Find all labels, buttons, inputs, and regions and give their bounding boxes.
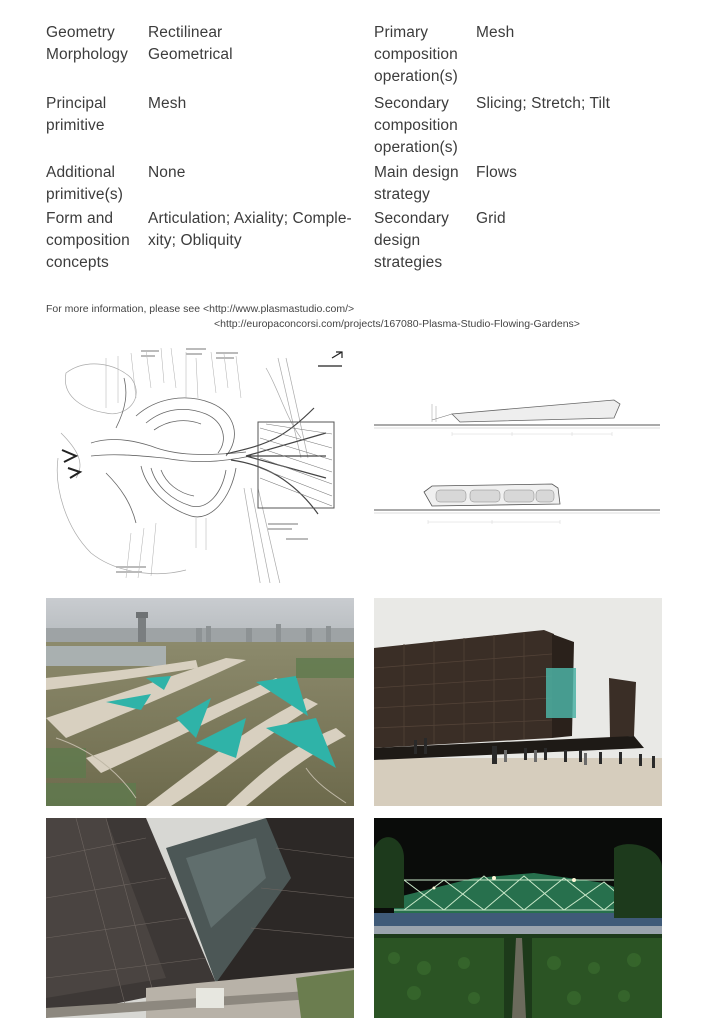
label-secondary-design-strategies: Secondary design strategies [374,210,450,271]
label-primary-composition: Primary composition operation(s) [374,24,458,85]
value-secondary-composition: Slicing; Stretch; Tilt [476,95,610,112]
value-primary-composition: Mesh [476,24,515,41]
more-info [46,302,580,332]
label-secondary-composition: Secondary composition operation(s) [374,95,458,156]
site-plan-drawing [46,338,346,583]
elevation-drawings [372,392,662,547]
label-form-composition-concepts: Form and composition concepts [46,210,130,271]
value-secondary-design-strategies: Grid [476,210,506,227]
info-prefix: For more information, please see [46,303,201,315]
angled-facade-photo [46,818,354,1018]
label-geometry-morphology: Geometry Morphology [46,24,128,63]
label-main-design-strategy: Main design strategy [374,164,459,203]
night-canopy-photo [374,818,662,1018]
label-principal-primitive: Principal primitive [46,95,107,134]
label-additional-primitives: Additional primitive(s) [46,164,123,203]
info-link-europaconcorsi[interactable]: <http://europaconcorsi.com/projects/167080-Plasma-Studio-Flowing-Gardens> [214,318,580,330]
building-exterior-photo [374,598,662,806]
value-geometry-morphology: Rectilinear Geometrical [148,24,233,63]
info-link-plasmastudio[interactable]: <http://www.plasmastudio.com/> [203,303,355,315]
value-principal-primitive: Mesh [148,95,187,112]
value-main-design-strategy: Flows [476,164,517,181]
value-additional-primitives: None [148,164,186,181]
value-form-composition-concepts: Articulation; Axiality; Comple- xity; Obliquity [148,210,352,249]
aerial-photo [46,598,354,806]
